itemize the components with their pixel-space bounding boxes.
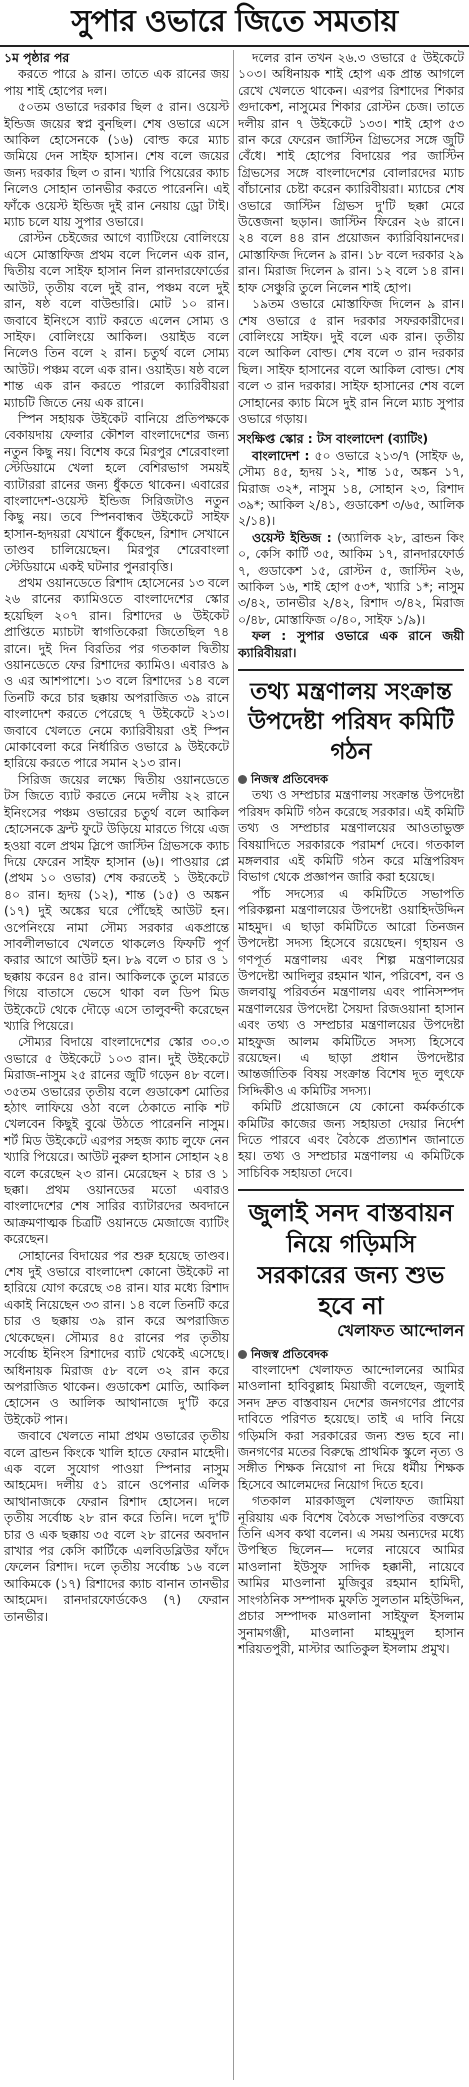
scorecard-bd-line: ৫০ ওভারে ২১৩/৭ (সাইফ ৬, সৌম্য ৪৫, হৃদয় ১২, শান্ত ১৫, অঙ্কন ১৭, মিরাজ ৩২*, নাসুম ১৪, সোহান ২৩, রিশাদ ৩৯*; আকিল ২/৪১, গুডাকেশ ৩/৬৫, আলিক ২/১৪)। (238, 448, 464, 529)
section-rule (238, 669, 464, 671)
left-paragraph: জবাবে খেলতে নামা প্রথম ওভারের তৃতীয় বলে ব্রান্ডন কিংকে খালি হাতে ফেরান মাহেদী। এক বলে সুযোগ পাওয়া স্পিনার নাসুম আহমেদ। দলীয় ৫১ রানে ওপেনার এলিক আথানাজকে ফেরান রিশাদ হোসেন। দলে তৃতীয় সর্বোচ্চ ২৮ রান করে তিনি। দলে দু'টি চার ও এক ছক্কায় ৩৫ বলে ২৮ রানের অবদান রাখার পর কেসি কার্টিকে এলবিডব্লিউর ফাঁদে ফেলেন রিশাদ। দলে তৃতীয় সর্বোচ্চ ১৬ বলে আকিমকে (১৭) রিশাদের ক্যাচ বানান তানভীর আহমেদ। রানদারফোর্ডকেও (৭) ফেরান তানভীর। (4, 1429, 229, 1624)
story2-paragraph: পাঁচ সদস্যের এ কমিটিতে সভাপতি পরিকল্পনা মন্ত্রণালয়ের উপদেষ্টা ওয়াহিদউদ্দিন মাহমুদ। এ ছাড়া কমিটিতে আরো তিনজন উপদেষ্টা সদস্য হিসেবে রয়েছেন। গৃহায়ন ও গণপূর্ত মন্ত্রণালয় এবং শিল্প মন্ত্রণালয়ের উপদেষ্টা আদিলুর রহমান খান, পরিবেশ, বন ও জলবায়ু পরিবর্তন মন্ত্রণালয় এবং পানিসম্পদ মন্ত্রণালয়ের উপদেষ্টা সৈয়দা রিজওয়ানা হাসান এবং তথ্য ও সম্প্রচার মন্ত্রণালয়ের উপদেষ্টা মাহফুজ আলম কমিটিতে সদস্য হিসেবে রয়েছেন। এ ছাড়া প্রধান উপদেষ্টার আন্তর্জাতিক বিষয় সংক্রান্ত বিশেষ দূত লুৎফে সিদ্দিকীও এ কমিটির সদস্য। (238, 886, 464, 1098)
scorecard-result: ফল : সুপার ওভারে এক রানে জয়ী ক্যারিবীয়রা। (238, 629, 464, 660)
scorecard-west-indies (238, 530, 464, 628)
bullet-icon (238, 775, 247, 784)
left-paragraph: ৫০তম ওভারে দরকার ছিল ৫ রান। ওয়েস্ট ইন্ডিজ জয়ের স্বপ্ন বুনছিল। শেষ ওভারে এসে আকিল হোসেনকে (১৬) বোল্ড করে ম্যাচ জমিয়ে দেন সাইফ হাসান। শেষ বলে জয়ের জন্য দরকার ছিল ৩ রান। খ্যারি পিয়েরের ক্যাচ নিলেও সোহান তানভীর করতে পারেননি। এই ফাঁকে ওয়েস্ট ইন্ডিজ দুই রান নেয়ায় ড্রো টাই। ম্যাচ চলে যায় সুপার ওভারে। (4, 100, 229, 230)
story3-paragraph: গতকাল মারকাজুল খেলাফত জামিয়া নূরিয়ায় এক বিশেষ বৈঠকে সভাপতির বক্তব্যে তিনি এসব কথা বলেন। এ সময় অন্যদের মধ্যে উপস্থিত ছিলেন— দলের নায়েবে আমির মাওলানা ইউসুফ সাদিক হক্কানী, নায়েবে আমির মাওলানা মুজিবুর রহমান হামিদী, সাংগঠনিক সম্পাদক মুফতি সুলতান মহিউদ্দিন, প্রচার সম্পাদক মাওলানা সাইফুল ইসলাম সুনামগঞ্জী, মাওলানা মাহমুদুল হাসান শরিয়তপুরী, মাস্টার আতিকুল ইসলাম প্রমুখ। (238, 1494, 464, 1656)
left-paragraph: সোহানের বিদায়ের পর শুরু হয়েছে তাণ্ডব। শেষ দুই ওভারে বাংলাদেশ কোনো উইকেট না হারিয়ে যোগ করেছে ৩৪ রান। যার মধ্যে রিশাদ একাই নিয়েছেন ৩৩ রান। ১৪ বলে তিনটি করে চার ও ছক্কায় ৩৯ রান করে অপরাজিত থেকেছেন। সৌম্যর ৪৫ রানের পর তৃতীয় সর্বোচ্চ ইনিংস রিশাদের ব্যাট থেকেই এসেছে। অধিনায়ক মিরাজ ৫৮ বলে ৩২ রান করে অপরাজিত থাকেন। গুডাকেশ মোতি, আকিল হোসেন ও আলিক আথানাজে দু'টি করে উইকেট পান। (4, 1248, 229, 1427)
scorecard-team-bd: বাংলাদেশ : (252, 448, 310, 463)
scorecard-heading: সংক্ষিপ্ত স্কোর : টস বাংলাদেশ (ব্যাটিং) (238, 432, 429, 447)
right-paragraph: ১৯তম ওভারে মোস্তাফিজ দিলেন ৯ রান। শেষ ওভারে ৫ রান দরকার সফরকারীদের। বোলিংয়ে সাইফ। দুই বলে এক রান। তৃতীয় বলে আকিল বোল্ড। শেষ বলে ৩ রান দরকার ছিল। সাইফ হাসানের বলে আকিল বোল্ড। শেষ বলে ৩ রান দরকার। সাইফ হাসানের শেষ বলে সোহানের ক্যাচ মিসে দুই রান নিলে ম্যাচ সুপার ওভারে গড়ায়। (238, 297, 464, 426)
left-paragraph: রোস্টন চেইজের আগে ব্যাটিংয়ে বোলিংয়ে এসে মোস্তাফিজ প্রথম বলে দিলেন এক রান, দ্বিতীয় বলে সাইফ হাসান নিল রানদারফোর্ডের আউট, তৃতীয় বলে দুই রান, পঞ্চম বলে দুই রান, ষষ্ঠ বলে বাউন্ডারি। মোট ১০ রান। জবাবে ইনিংসে ব্যাট করতে এলেন সোম্য ও সাইফ। বোলিংয়ে আকিল। ওয়াইড বলে নিলেও তিন বলে ২ রান। চতুর্থ বলে সোম্য আউট। পঞ্চম বলে এক রান। ওয়াইড। ষষ্ঠ বলে শান্ত এক রান করতে পারলে ক্যারিবীয়রা ম্যাচটি জিতে নেয় এক রানে। (4, 231, 229, 410)
section-rule (238, 1189, 464, 1191)
bullet-icon (238, 1350, 247, 1359)
left-column (4, 50, 229, 1625)
left-paragraph: সৌম্যর বিদায়ে বাংলাদেশের স্কোর ৩০.৩ ওভারে ৫ উইকেটে ১০৩ রান। দুই উইকেটে মিরাজ-নাসুম ২৫ রানের জুটি গড়েন ৪৮ বলে। ৩৫তম ওভারের তৃতীয় বলে গুডাকেশ মোতির হঠাৎ লাফিয়ে ওঠা বলে ঠেকাতে নাকি শট খেলবেন কিছুই বুঝে উঠতে পারেননি নাসুম। শর্ট মিড উইকেটে এরপর সহজ ক্যাচ লুফে নেন খ্যারি পিয়েরে। আউট নুরুল হাসান সোহান ২৪ বলে করেছেন ২৩ রান। মেরেছেন ২ চার ও ১ ছক্কা। প্রথম ওয়ানডের মতো এবারও বাংলাদেশের শেষ সারির ব্যাটারদের অবদানে আক্রমণাত্মক চিত্রটি ওয়ানডে মেজাজে ব্যাটিং করেছেন। (4, 1035, 229, 1247)
left-paragraph: প্রথম ওয়ানডেতে রিশাদ হোসেনের ১৩ বলে ২৬ রানের ক্যামিওতে বাংলাদেশের স্কোর হয়েছিল ২০৭ রান। রিশাদের ৬ উইকেট প্রাপ্তিতে ম্যাচটা স্বাগতিকেরা জিতেছিল ৭৪ রানে। দুই দিন বিরতির পর গতকাল দ্বিতীয় ওয়ানডেতে ফের রিশাদের ক্যামিও। এবারও ৯ ও এর আশপাশে। ১৩ বলে রিশাদের ১৪ বলে তিনটি করে চার ছক্কায় অপরাজিত ৩৯ রানে বাংলাদেশ করতে পেরেছে ৭ উইকেটে ২১৩। জবাবে খেলতে নেমে ক্যারিবীয়রা ওই স্পিন মোকাবেলা করে নির্ধারিত ওভারে ৯ উইকেটে হারিয়ে করতে পারে সমান ২১৩ রান। (4, 576, 229, 771)
story3-byline (238, 1346, 464, 1362)
headline-rule (0, 45, 469, 47)
scorecard-wi-line: (অ্যালিক ২৮, ব্রান্ডন কিং ০, কেসি কার্টি ৩৫, আকিম ১৭, রানদারফোর্ড ৭, গুডাকেশ ১৫, রোস্টন ৫, জাস্টিন ২৬, আকিল ১৬, শাই হোপ ৫৩*, খ্যারি ১*; নাসুম ৩/৪২, তানভীর ২/৪২, রিশাদ ৩/৪২, মিরাজ ০/৪৮, মোস্তাফিজ ০/৪০, সাইফ ১/৯)। (238, 530, 464, 627)
continuation-label: ১ম পৃষ্ঠার পর (4, 51, 70, 65)
scorecard (238, 431, 464, 661)
story2-paragraph: তথ্য ও সম্প্রচার মন্ত্রণালয় সংক্রান্ত উপদেষ্টা পরিষদ কমিটি গঠন করেছে সরকার। এই কমিটি তথ্য ও সম্প্রচার মন্ত্রণালয়ের আওতাভুক্ত বিষয়াদিতে সরকারকে পরামর্শ দেবে। গতকাল মঙ্গলবার এই কমিটি গঠন করে মন্ত্রিপরিষদ বিভাগ থেকে প্রজ্ঞাপন জারি করা হয়েছে। (238, 788, 464, 885)
left-paragraph: করতে পারে ৯ রান। তাতে এক রানের জয় পায় শাই হোপের দল। (4, 67, 229, 98)
left-paragraph: স্পিন সহায়ক উইকেট বানিয়ে প্রতিপক্ষকে বেকায়দায় ফেলার কৌশল বাংলাদেশের জন্য নতুন কিছু নয়। বিশেষ করে মিরপুর শেরেবাংলা স্টেডিয়ামে খেলা হলে বেশিরভাগ সময়ই ব্যাটাররা রানের জন্য ধুঁকতে থাকেন। এবারের বাংলাদেশ-ওয়েস্ট ইন্ডিজ সিরিজটাও নতুন কিছু নয়। তবে স্পিনবান্ধব উইকেটে সাইফ হাসান-হৃদয়রা যেখানে ধুঁকছেন, রিশাদ সেখানে তাণ্ডব চালিয়েছেন। মিরপুর শেরেবাংলা স্টেডিয়ামে একই ঘটনার পুনরাবৃত্তি। (4, 411, 229, 574)
story2-headline: তথ্য মন্ত্রণালয় সংক্রান্ত উপদেষ্টা পরিষদ কমিটি গঠন (248, 678, 454, 766)
right-paragraph: দলের রান তখন ২৬.৩ ওভারে ৫ উইকেটে ১০৩। অধিনায়ক শাই হোপ এক প্রান্ত আগলে রেখে খেলতে থাকেন। এরপর রিশাদের শিকার গুদাকেশ, নাসুমের শিকার রোস্টন চেজ। তাতে দলীয় রান ৭ উইকেটে ১৩৩। শাই হোপ ৫৩ রান করে ফেরেন জাস্টিন গ্রিভসের সঙ্গে জুটি বেঁধে। শাই হোপের বিদায়ের পর জাস্টিন গ্রিভসের সঙ্গে বাংলাদেশের বোলারদের ম্যাচ বাঁচানোর চেষ্টা করেন ক্যারিবীয়রা। ম্যাচের শেষ ওভারে জাস্টিন গ্রিভস দু'টি ছক্কা মেরে উত্তেজনা ছড়ান। জাস্টিন ফিরেন ২৬ রানে। ২৪ বলে ৪৪ রান প্রয়োজন ক্যারিবিয়ানদের। মোস্তাফিজ দিলেন ৯ রান। ১৮ বলে দরকার ২৯ রান। মিরাজ দিলেন ৯ রান। ১২ বলে ১৪ রান। হাফ সেঞ্চুরি তুলে নিলেন শাই হোপ। (238, 51, 464, 295)
story2-byline (238, 771, 464, 787)
story3-byline-text: নিজস্ব প্রতিবেদক (251, 1346, 329, 1361)
scorecard-team-wi: ওয়েস্ট ইন্ডিজ : (252, 530, 332, 545)
column-divider (233, 50, 234, 2080)
right-column (238, 50, 464, 1657)
left-paragraph: সিরিজ জয়ের লক্ষ্যে দ্বিতীয় ওয়ানডেতে টস জিতে ব্যাট করতে নেমে দলীয় ২২ রানে ইনিংসের পঞ্চম ওভারের চতুর্থ বলে আকিল হোসেনকে ফ্রন্ট ফুটে উড়িয়ে মারতে গিয়ে এজ হওয়া বলে প্রথম স্লিপে জাস্টিন গ্রিভসকে ক্যাচ দিয়ে ফেরেন সাইফ হাসান (৬)। পাওয়ার প্লে (প্রথম ১০ ওভার) শেষ করতেই ১ উইকেটে ৪০ রান। হৃদয় (১২), শান্ত (১৫) ও অঙ্কন (১৭) দুই অঙ্কের ঘরে পৌঁছেই আউট হন। ওপেনিংয়ে নামা সৌম্য সরকার একপ্রান্তে সাবলীলভাবে খেলতে থাকলেও ফিফটি পূর্ণ করার আগে আউট হন। ৮৯ বলে ৩ চার ও ১ ছক্কায় করেন ৪৫ রান। আকিলকে তুলে মারতে গিয়ে বাতাসে ভেসে থাকা বল ডিপ মিড উইকেটে থেকে দৌড়ে এসে তালুবন্দী করেছেন খ্যারি পিয়েরে। (4, 772, 229, 1033)
main-headline: সুপার ওভারে জিতে সমতায় (71, 4, 398, 39)
story2-byline-text: নিজস্ব প্রতিবেদক (251, 772, 329, 787)
scorecard-bangladesh (238, 448, 464, 530)
story-khelafat (238, 1197, 464, 1657)
story3-headline: জুলাই সনদ বাস্তবায়ন নিয়ে গড়িমসি সরকারের জন্য শুভ হবে না (248, 1198, 454, 1321)
story2-paragraph: কমিটি প্রয়োজনে যে কোনো কর্মকর্তাকে কমিটির কাজের জন্য সহায়তা দেয়ার নির্দেশ দিতে পারবে এবং বৈঠকে প্রত্যাশন জানাতে হয়। তথ্য ও সম্প্রচার মন্ত্রণালয় এ কমিটিকে সাচিবিক সহায়তা দেবে। (238, 1100, 464, 1180)
story3-paragraph: বাংলাদেশ খেলাফত আন্দোলনের আমির মাওলানা হাবিবুল্লাহ মিয়াজী বলেছেন, জুলাই সনদ দ্রুত বাস্তবায়ন দেশের জনগণের প্রাণের দাবিতে পরিণত হয়েছে। তাই এ দাবি নিয়ে গড়িমসি করা সরকারের জন্য শুভ হবে না। জনগণের মতের বিরুদ্ধে প্রাথমিক স্কুলে নৃত্য ও সঙ্গীত শিক্ষক নিয়োগ না দিয়ে ধর্মীয় শিক্ষক হিসেবে আলেমদের নিয়োগ দিতে হবে। (238, 1363, 464, 1492)
story-info-ministry (238, 677, 464, 1181)
story3-subhead: খেলাফত আন্দোলন (337, 1321, 464, 1341)
